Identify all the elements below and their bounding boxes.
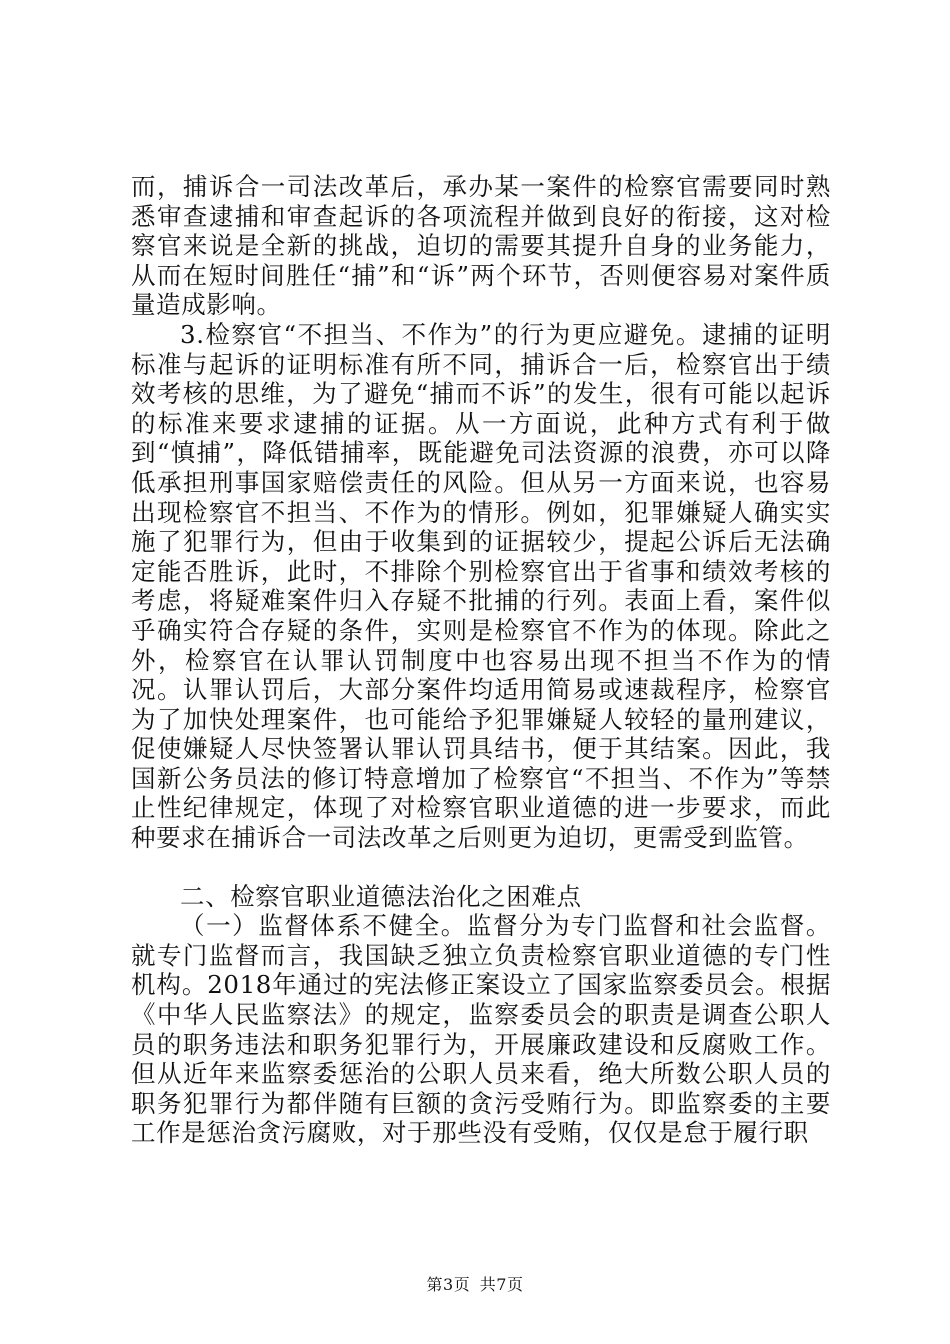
page-total: 共7页 bbox=[479, 1275, 524, 1294]
paragraph-continuation: 而，捕诉合一司法改革后，承办某一案件的检察官需要同时熟悉审查逮捕和审查起诉的各项流程并做到良好的衔接，这对检察官来说是全新的挑战，迫切的需要其提升自身的业务能力，从而在短时间胜任“捕”和“诉”两个环节，否则便容易对案件质量造成影响。 bbox=[131, 172, 831, 320]
document-body bbox=[131, 172, 831, 1148]
paragraph-section-3: 3.检察官“不担当、不作为”的行为更应避免。逮捕的证明标准与起诉的证明标准有所不同，捕诉合一后，检察官出于绩效考核的思维，为了避免“捕而不诉”的发生，很有可能以起诉的标准来要求逮捕的证据。从一方面说，此种方式有利于做到“慎捕”，降低错捕率，既能避免司法资源的浪费，亦可以降低承担刑事国家赔偿责任的风险。但从另一方面来说，也容易出现检察官不担当、不作为的情形。例如，犯罪嫌疑人确实实施了犯罪行为，但由于收集到的证据较少，提起公诉后无法确定能否胜诉，此时，不排除个别检察官出于省事和绩效考核的考虑，将疑难案件归入存疑不批捕的行列。表面上看，案件似乎确实符合存疑的条件，实则是检察官不作为的体现。除此之外，检察官在认罪认罚制度中也容易出现不担当不作为的情况。认罪认罚后，大部分案件均适用简易或速裁程序，检察官为了加快处理案件，也可能给予犯罪嫌疑人较轻的量刑建议，促使嫌疑人尽快签署认罪认罚具结书，便于其结案。因此，我国新公务员法的修订特意增加了检察官“不担当、不作为”等禁止性纪律规定，体现了对检察官职业道德的进一步要求，而此种要求在捕诉合一司法改革之后则更为迫切，更需受到监管。 bbox=[131, 319, 831, 853]
paragraph-gap bbox=[131, 853, 831, 882]
paragraph-supervision: （一）监督体系不健全。监督分为专门监督和社会监督。就专门监督而言，我国缺乏独立负责检察官职业道德的专门性机构。2018年通过的宪法修正案设立了国家监察委员会。根据《中华人民监察法》的规定，监察委员会的职责是调查公职人员的职务违法和职务犯罪行为，开展廉政建设和反腐败工作。但从近年来监察委惩治的公职人员来看，绝大所数公职人员的职务犯罪行为都伴随有巨额的贪污受贿行为。即监察委的主要工作是惩治贪污腐败，对于那些没有受贿，仅仅是怠于履行职 bbox=[131, 911, 831, 1148]
page-footer bbox=[0, 1272, 950, 1295]
section-heading: 二、检察官职业道德法治化之困难点 bbox=[180, 881, 582, 911]
page-number: 第3页 bbox=[426, 1275, 471, 1294]
